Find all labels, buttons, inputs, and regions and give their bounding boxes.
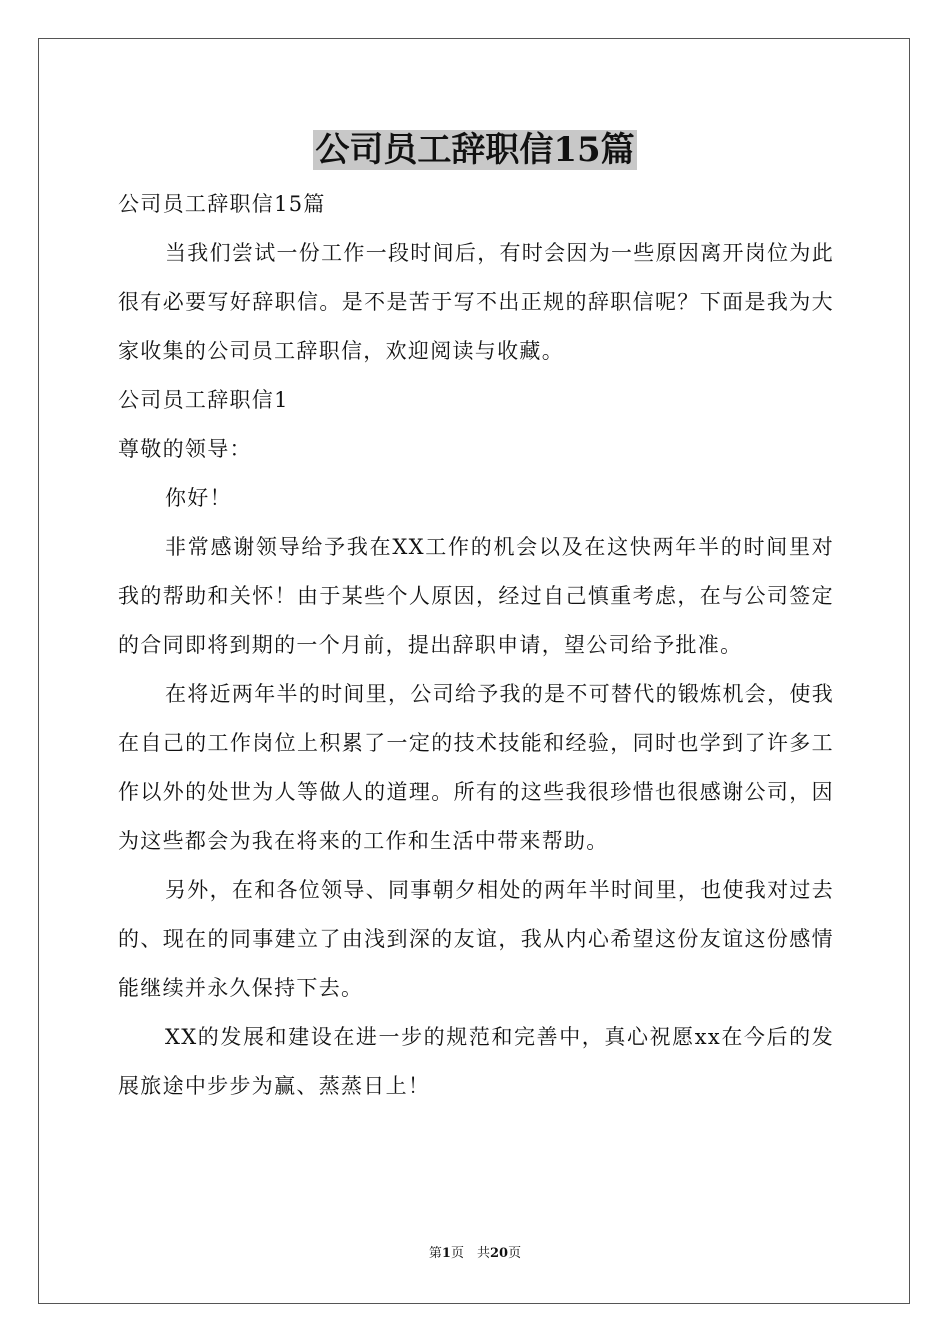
current-page-number: 1 — [441, 1246, 451, 1261]
page-label-mid: 页 共 — [450, 1246, 490, 1261]
page-label-suffix: 页 — [508, 1246, 522, 1261]
greeting: 你好！ — [165, 486, 232, 510]
paragraph: 另外，在和各位领导、同事朝夕相处的两年半时间里，也使我对过去的、现在的同事建立了由浅到深的友谊，我从内心希望这份友谊这份感情能继续并永久保持下去。 — [118, 878, 834, 1000]
paragraph: 非常感谢领导给予我在XX工作的机会以及在这快两年半的时间里对我的帮助和关怀！由于某些个人原因，经过自己慎重考虑，在与公司签定的合同即将到期的一个月前，提出辞职申请，望公司给予批准。 — [118, 535, 834, 657]
paragraph: 在将近两年半的时间里，公司给予我的是不可替代的锻炼机会，使我在自己的工作岗位上积累了一定的技术技能和经验，同时也学到了许多工作以外的处世为人等做人的道理。所有的这些我很珍惜也很感谢公司，因为这些都会为我在将来的工作和生活中带来帮助。 — [118, 682, 834, 853]
salutation: 尊敬的领导： — [118, 437, 252, 461]
page-footer — [0, 1245, 950, 1263]
page-label-prefix: 第 — [428, 1246, 442, 1261]
intro-paragraph: 当我们尝试一份工作一段时间后，有时会因为一些原因离开岗位为此很有必要写好辞职信。是不是苦于写不出正规的辞职信呢？下面是我为大家收集的公司员工辞职信，欢迎阅读与收藏。 — [118, 241, 834, 363]
total-pages-number: 20 — [489, 1246, 509, 1261]
document-body — [118, 180, 834, 1111]
letter-heading: 公司员工辞职信1 — [118, 388, 289, 412]
paragraph: XX的发展和建设在进一步的规范和完善中，真心祝愿xx在今后的发展旅途中步步为赢、蒸蒸日上！ — [118, 1025, 834, 1098]
document-title: 公司员工辞职信15篇 — [315, 130, 635, 170]
subtitle: 公司员工辞职信15篇 — [118, 192, 326, 216]
